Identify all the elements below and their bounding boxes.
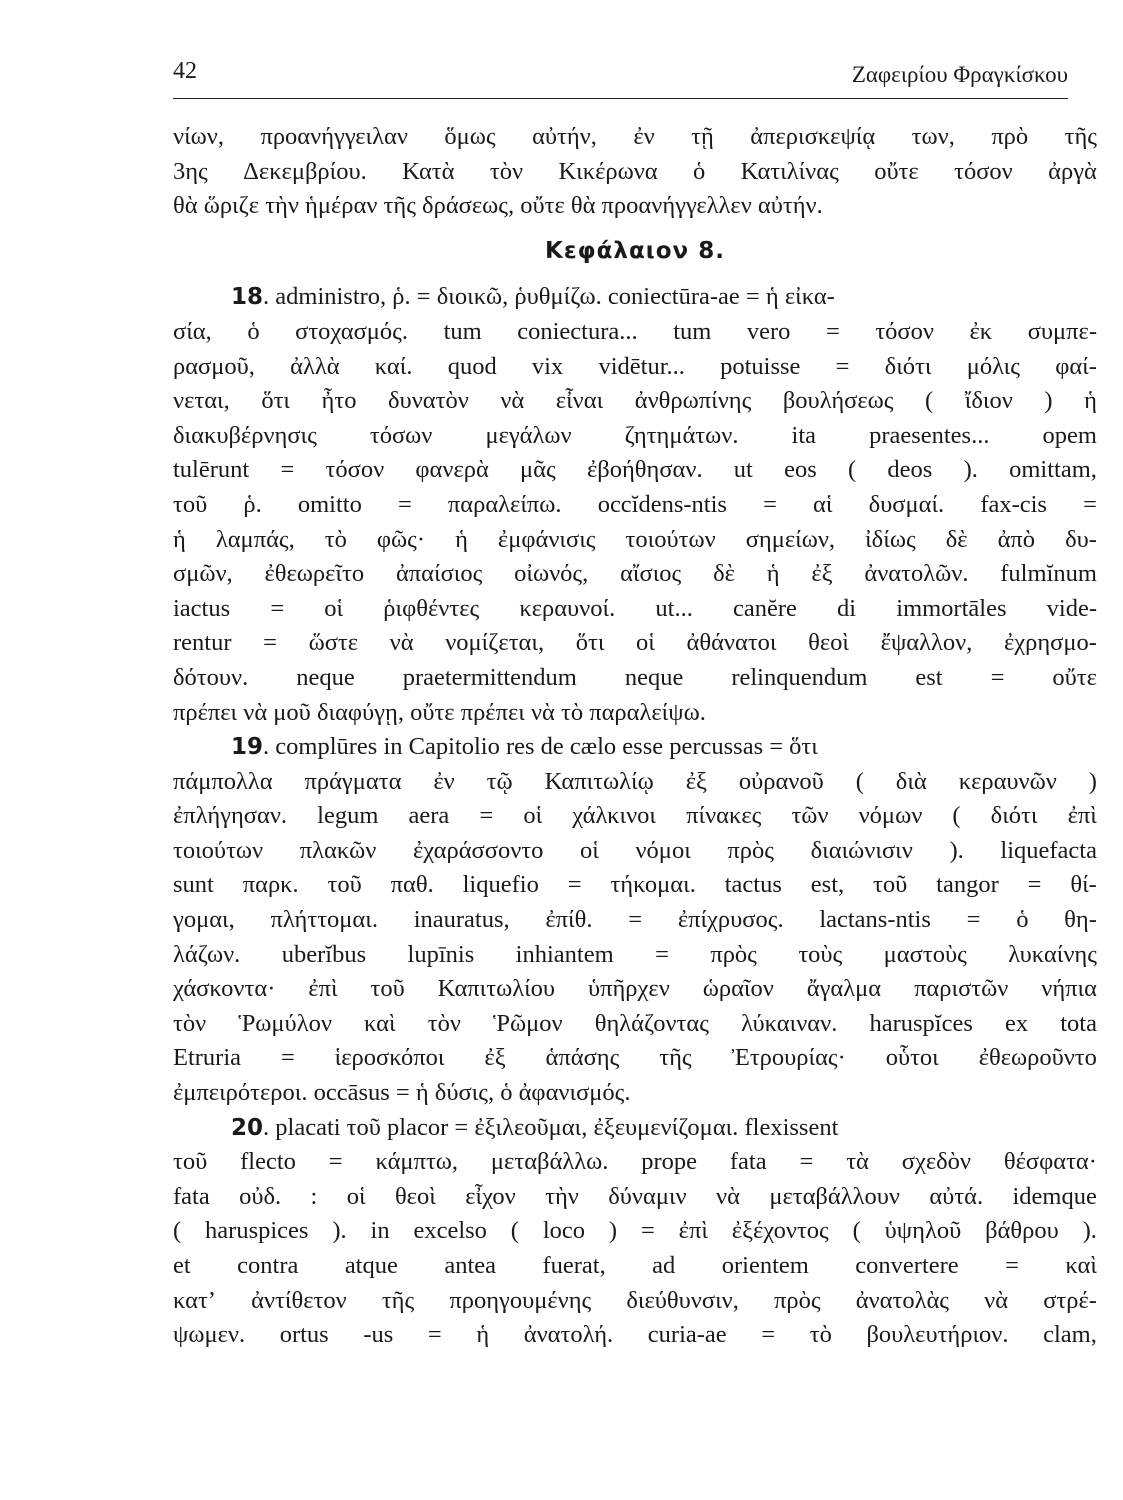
text-line: tulērunt = τόσον φανερὰ μᾶς ἐβοήθησαν. ut eos ( deos ). omittam, [173, 456, 1097, 484]
text-line: τοῦ flecto = κάμπτω, μεταβάλλω. prope fata = τὰ σχεδὸν θέσφατα· [173, 1148, 1097, 1176]
text-line: δότουν. neque praetermittendum neque relinquendum est = οὔτε [173, 663, 1097, 691]
text-line: τοιούτων πλακῶν ἐχαράσσοντο οἱ νόμοι πρὸς διαιώνισιν ). liquefacta [173, 836, 1097, 864]
section-first-line [173, 280, 1097, 315]
text-line: σία, ὁ στοχασμός. tum coniectura... tum vero = τόσον ἐκ συμπε- [173, 317, 1097, 345]
running-title: Ζαφειρίου Φραγκίσκου [851, 62, 1068, 87]
text-line: rentur = ὥστε νὰ νομίζεται, ὅτι οἱ ἀθάνατοι θεοὶ ἔψαλλον, ἐχρησμο- [173, 629, 1097, 657]
section-first-line [173, 730, 1097, 765]
section-first-line-text: . complūres in Capitolio res de cælo esse percussas = ὅτι [263, 733, 818, 761]
text-line: γομαι, πλήττομαι. inauratus, ἐπίθ. = ἐπίχρυσος. lactans-ntis = ὁ θη- [173, 906, 1097, 934]
page-header [173, 58, 1068, 99]
text-line: sunt παρκ. τοῦ παθ. liquefio = τήκομαι. tactus est, τοῦ tangor = θί- [173, 871, 1097, 899]
text-line: τοῦ ῥ. omitto = παραλείπω. occĭdens-ntis = αἱ δυσμαί. fax-cis = [173, 490, 1097, 518]
text-line: ψωμεν. ortus -us = ἡ ἀνατολή. curia-ae = τὸ βουλευτήριον. clam, [173, 1321, 1097, 1349]
text-line: χάσκοντα· ἐπὶ τοῦ Καπιτωλίου ὑπῆρχεν ὡραῖον ἄγαλμα παριστῶν νήπια [173, 975, 1097, 1003]
text-line: 3ης Δεκεμβρίου. Κατὰ τὸν Κικέρωνα ὁ Κατιλίνας οὔτε τόσον ἀργὰ [173, 157, 1097, 185]
body-text [173, 120, 1097, 1353]
text-line: τὸν Ῥωμύλον καὶ τὸν Ῥῶμον θηλάζοντας λύκαιναν. haruspĭces ex tota [173, 1009, 1097, 1037]
section-first-line [173, 1111, 1097, 1146]
text-line: νεται, ὅτι ἦτο δυνατὸν νὰ εἶναι ἀνθρωπίνης βουλήσεως ( ἴδιον ) ἡ [173, 387, 1097, 415]
text-line: θὰ ὥριζε τὴν ἡμέραν τῆς δράσεως, οὔτε θὰ προανήγγελλεν αὐτήν. [173, 192, 823, 220]
text-line: λάζων. uberĭbus lupīnis inhiantem = πρὸς τοὺς μαστοὺς λυκαίνης [173, 940, 1097, 968]
page-number: 42 [173, 58, 197, 84]
text-line: ρασμοῦ, ἀλλὰ καί. quod vix vidētur... potuisse = διότι μόλις φαί- [173, 352, 1097, 380]
chapter-heading: Κεφάλαιον 8. [545, 237, 725, 264]
text-line: νίων, προανήγγειλαν ὅμως αὐτήν, ἐν τῇ ἀπερισκεψίᾳ των, πρὸ τῆς [173, 123, 1097, 150]
text-line: ἐμπειρότεροι. occāsus = ἡ δύσις, ὁ ἀφανισμός. [173, 1079, 631, 1107]
text-line: ( haruspices ). in excelso ( loco ) = ἐπὶ ἐξέχοντος ( ὑψηλοῦ βάθρου ). [173, 1217, 1097, 1245]
section-first-line-text: . administro, ῥ. = διοικῶ, ῥυθμίζω. coniectūra-ae = ἡ εἰκα- [263, 283, 835, 311]
text-line: ἡ λαμπάς, τὸ φῶς· ἡ ἐμφάνισις τοιούτων σημείων, ἰδίως δὲ ἀπὸ δυ- [173, 525, 1097, 553]
text-line: διακυβέρνησις τόσων μεγάλων ζητημάτων. ita praesentes... opem [173, 421, 1097, 449]
text-line: κατ’ ἀντίθετον τῆς προηγουμένης διεύθυνσιν, πρὸς ἀνατολὰς νὰ στρέ- [173, 1286, 1097, 1314]
text-line: fata οὐδ. : οἱ θεοὶ εἶχον τὴν δύναμιν νὰ μεταβάλλουν αὐτά. idemque [173, 1182, 1097, 1210]
section-number: 18 [231, 284, 264, 311]
text-line: Etruria = ἱεροσκόποι ἐξ ἁπάσης τῆς Ἐτρουρίας· οὗτοι ἐθεωροῦντο [173, 1044, 1097, 1072]
text-line: πρέπει νὰ μοῦ διαφύγῃ, οὔτε πρέπει νὰ τὸ παραλείψω. [173, 698, 706, 726]
section-number: 20 [231, 1114, 264, 1141]
section-first-line-text: . placati τοῦ placor = ἐξιλεοῦμαι, ἐξευμενίζομαι. flexissent [263, 1113, 839, 1141]
text-line: πάμπολλα πράγματα ἐν τῷ Καπιτωλίῳ ἐξ οὐρανοῦ ( διὰ κεραυνῶν ) [173, 767, 1097, 795]
text-line: ἐπλήγησαν. legum aera = οἱ χάλκινοι πίνακες τῶν νόμων ( διότι ἐπὶ [173, 802, 1097, 830]
text-line: et contra atque antea fuerat, ad orientem convertere = καὶ [173, 1252, 1097, 1279]
section-number: 19 [231, 734, 264, 761]
text-line: iactus = οἱ ῥιφθέντες κεραυνοί. ut... canĕre di immortāles vide- [173, 594, 1097, 622]
text-line: σμῶν, ἐθεωρεῖτο ἀπαίσιος οἰωνός, αἴσιος δὲ ἡ ἐξ ἀνατολῶν. fulmĭnum [173, 560, 1097, 588]
